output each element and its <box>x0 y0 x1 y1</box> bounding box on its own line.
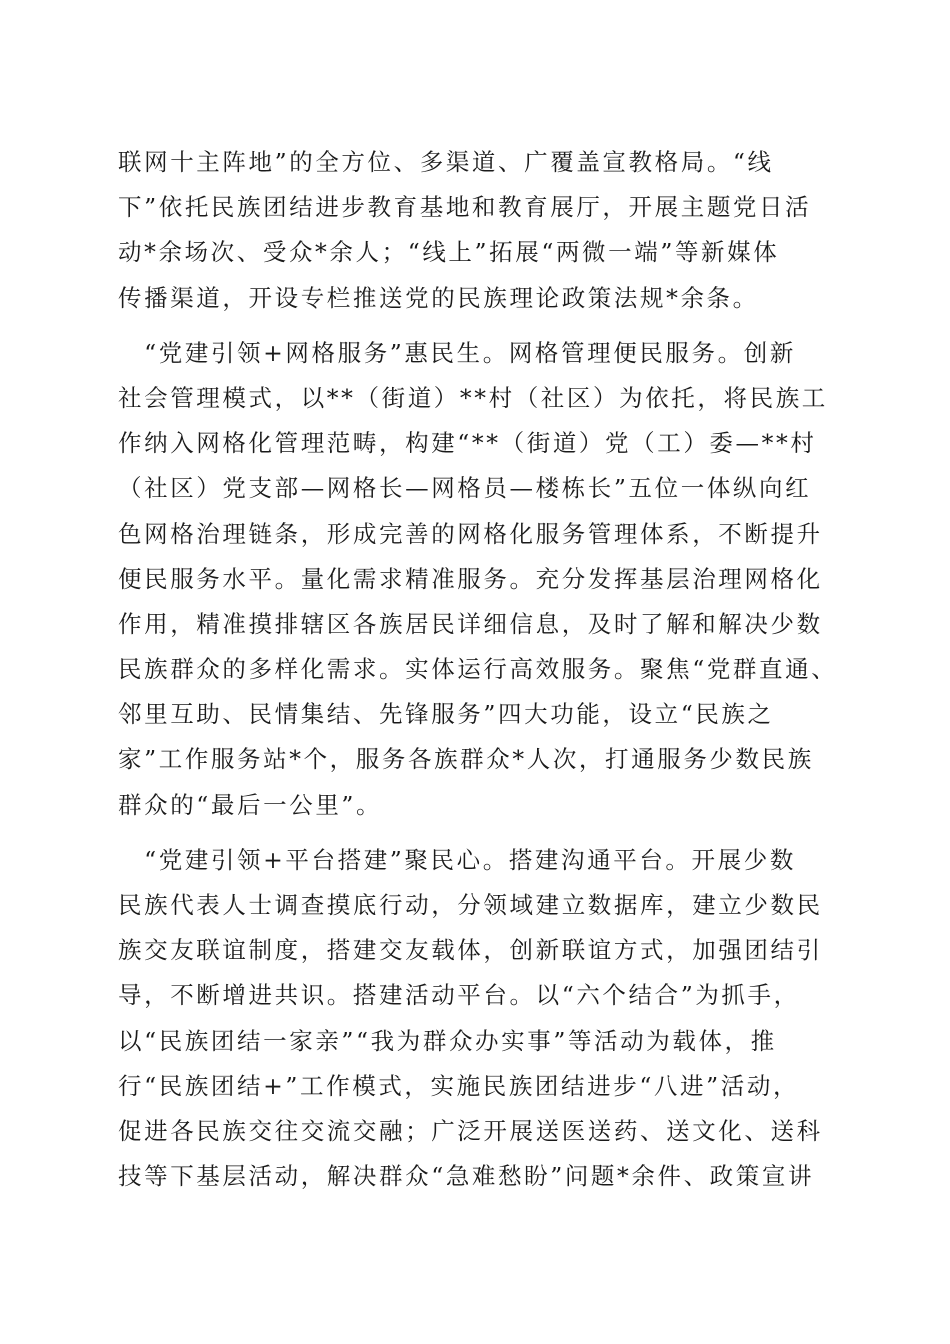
paragraph-heading-line: “党建引领+平台搭建”聚民心。搭建沟通平台。开展少数 <box>118 845 796 874</box>
text-line: 邻里互助、民情集结、先锋服务”四大功能，设立“民族之 <box>118 700 774 729</box>
text-line: 群众的“最后一公里”。 <box>118 790 383 819</box>
text-line: （社区）党支部—网格长—网格员—楼栋长”五位一体纵向红 <box>118 474 812 503</box>
text-line: 导，不断增进共识。搭建活动平台。以“六个结合”为抓手， <box>118 981 800 1010</box>
text-line: 社会管理模式，以**（街道）**村（社区）为依托，将民族工 <box>118 383 828 412</box>
text-line: 家”工作服务站*个，服务各族群众*人次，打通服务少数民族 <box>118 745 814 774</box>
text-line: 作用，精准摸排辖区各族居民详细信息，及时了解和解决少数 <box>118 609 823 638</box>
text-line: 作纳入网格化管理范畴，构建“**（街道）党（工）委—**村 <box>118 429 817 458</box>
text-line: 便民服务水平。量化需求精准服务。充分发挥基层治理网格化 <box>118 564 823 593</box>
text-line: 促进各民族交往交流交融；广泛开展送医送药、送文化、送科 <box>118 1116 823 1145</box>
text-line: 民族代表人士调查摸底行动，分领域建立数据库，建立少数民 <box>118 891 823 919</box>
text-line: 行“民族团结+”工作模式，实施民族团结进步“八进”活动， <box>118 1071 800 1100</box>
text-line: 下”依托民族团结进步教育基地和教育展厅，开展主题党日活 <box>118 193 812 222</box>
text-line: 色网格治理链条，形成完善的网格化服务管理体系，不断提升 <box>118 519 823 548</box>
text-line: 传播渠道，开设专栏推送党的民族理论政策法规*余条。 <box>118 283 759 312</box>
text-line: 联网十主阵地”的全方位、多渠道、广覆盖宣教格局。“线 <box>118 148 774 176</box>
paragraph-heading-line: “党建引领+网格服务”惠民生。网格管理便民服务。创新 <box>118 338 796 367</box>
text-line: 技等下基层活动，解决群众“急难愁盼”问题*余件、政策宣讲 <box>118 1162 815 1191</box>
text-line: 族交友联谊制度，搭建交友载体，创新联谊方式，加强团结引 <box>118 936 823 965</box>
document-body <box>118 140 838 1199</box>
text-line: 动*余场次、受众*余人；“线上”拓展“两微一端”等新媒体 <box>118 238 780 267</box>
text-line: 以“民族团结一家亲”“我为群众办实事”等活动为载体，推 <box>118 1026 777 1055</box>
text-line: 民族群众的多样化需求。实体运行高效服务。聚焦“党群直通、 <box>118 655 838 684</box>
